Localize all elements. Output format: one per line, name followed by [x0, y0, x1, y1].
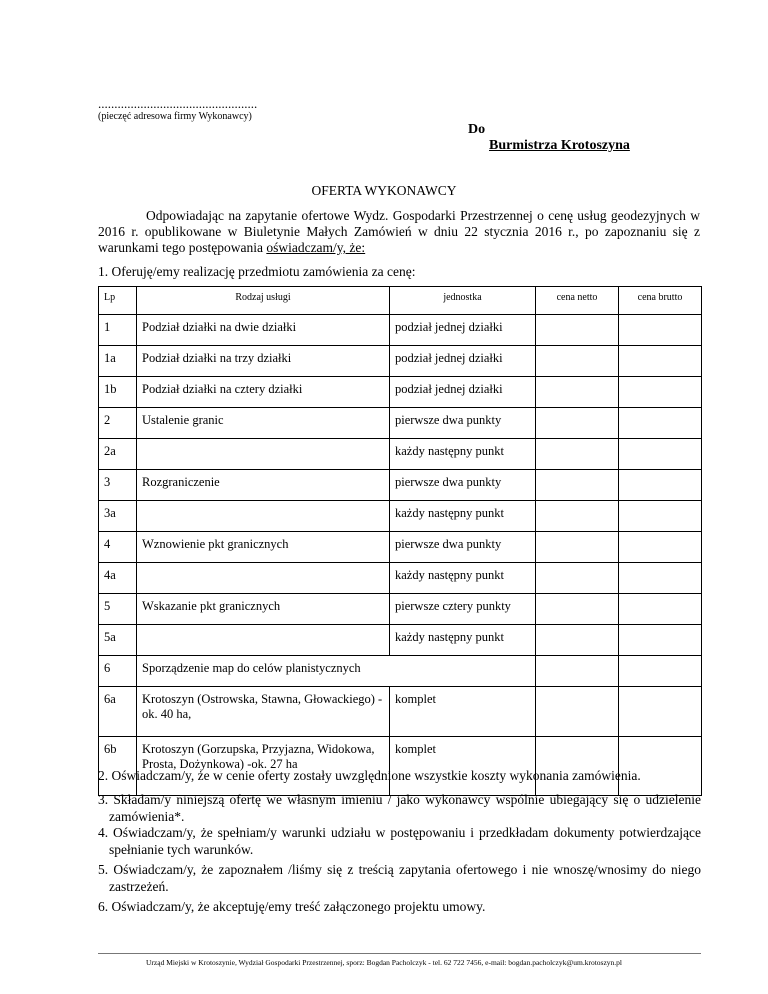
cell-gross-price[interactable] — [619, 532, 702, 563]
table-row — [99, 532, 702, 563]
cell-service: Wznowienie pkt granicznych — [137, 532, 390, 563]
cell-service — [137, 439, 390, 470]
cell-gross-price[interactable] — [619, 687, 702, 737]
cell-gross-price[interactable] — [619, 315, 702, 346]
table-row — [99, 737, 702, 796]
cell-net-price[interactable] — [536, 656, 619, 687]
table-header-row — [99, 287, 702, 315]
document-title: OFERTA WYKONAWCY — [311, 183, 457, 198]
cell-service: Wskazanie pkt granicznych — [137, 594, 390, 625]
table-row — [99, 377, 702, 408]
cell-net-price[interactable] — [536, 625, 619, 656]
cell-unit: pierwsze dwa punkty — [390, 470, 536, 501]
cell-unit: komplet — [390, 737, 536, 796]
cell-service: Podział działki na dwie działki — [137, 315, 390, 346]
cell-service: Podział działki na cztery działki — [137, 377, 390, 408]
cell-net-price[interactable] — [536, 346, 619, 377]
cell-lp: 2a — [99, 439, 137, 470]
cell-service: Ustalenie granic — [137, 408, 390, 439]
table-row — [99, 687, 702, 737]
cell-unit: podział jednej działki — [390, 346, 536, 377]
cell-lp: 1a — [99, 346, 137, 377]
cell-gross-price[interactable] — [619, 737, 702, 796]
table-row — [99, 501, 702, 532]
footer-contact: Urząd Miejski w Krotoszynie, Wydział Gospodarki Przestrzennej, sporz: Bogdan Pacholczyk - tel. 62 722 7456, e-mail: bogdan.pacholczyk@um.krotoszyn.pl — [146, 958, 622, 967]
header-service: Rodzaj usługi — [137, 287, 390, 315]
table-row — [99, 408, 702, 439]
stamp-dotted-line: ................................................. — [98, 96, 258, 111]
cell-net-price[interactable] — [536, 594, 619, 625]
cell-gross-price[interactable] — [619, 377, 702, 408]
cell-gross-price[interactable] — [619, 439, 702, 470]
cell-gross-price[interactable] — [619, 594, 702, 625]
cell-unit: podział jednej działki — [390, 315, 536, 346]
intro-paragraph — [98, 208, 700, 256]
cell-unit: komplet — [390, 687, 536, 737]
statement-item: 4. Oświadczam/y, że spełniam/y warunki udziału w postępowaniu i przedkładam dokumenty potwierdzające spełnianie tych warunków. — [98, 825, 701, 857]
cell-unit: każdy następny punkt — [390, 439, 536, 470]
cell-gross-price[interactable] — [619, 656, 702, 687]
cell-lp: 6b — [99, 737, 137, 796]
cell-service — [137, 563, 390, 594]
cell-lp: 6a — [99, 687, 137, 737]
cell-service: Krotoszyn (Ostrowska, Stawna, Głowackiego) - ok. 40 ha, — [137, 687, 390, 737]
cell-unit: każdy następny punkt — [390, 501, 536, 532]
table-row — [99, 656, 702, 687]
cell-lp: 4 — [99, 532, 137, 563]
cell-net-price[interactable] — [536, 563, 619, 594]
header-gross-price: cena brutto — [619, 287, 702, 315]
table-row — [99, 315, 702, 346]
cell-lp: 1 — [99, 315, 137, 346]
cell-gross-price[interactable] — [619, 563, 702, 594]
cell-lp: 2 — [99, 408, 137, 439]
table-row — [99, 346, 702, 377]
cell-service — [137, 625, 390, 656]
addressee-prefix: Do — [468, 122, 486, 137]
cell-lp: 3a — [99, 501, 137, 532]
cell-service: Rozgraniczenie — [137, 470, 390, 501]
cell-unit: każdy następny punkt — [390, 563, 536, 594]
intro-declaration: oświadczam/y, że: — [266, 240, 366, 255]
cell-unit: pierwsze dwa punkty — [390, 532, 536, 563]
price-table — [98, 286, 702, 796]
cell-net-price[interactable] — [536, 687, 619, 737]
statement-item: 2. Oświadczam/y, że w cenie oferty zostały uwzględnione wszystkie koszty wykonania zamówienia. — [98, 768, 641, 783]
cell-lp: 6 — [99, 656, 137, 687]
header-lp: Lp — [99, 287, 137, 315]
cell-unit: podział jednej działki — [390, 377, 536, 408]
header-net-price: cena netto — [536, 287, 619, 315]
cell-net-price[interactable] — [536, 439, 619, 470]
cell-net-price[interactable] — [536, 315, 619, 346]
table-row — [99, 594, 702, 625]
cell-net-price[interactable] — [536, 532, 619, 563]
cell-unit: każdy następny punkt — [390, 625, 536, 656]
offer-statement: 1. Oferuję/emy realizację przedmiotu zamówienia za cenę: — [98, 264, 416, 279]
header-unit: jednostka — [390, 287, 536, 315]
cell-gross-price[interactable] — [619, 470, 702, 501]
table-row — [99, 470, 702, 501]
cell-net-price[interactable] — [536, 408, 619, 439]
table-row — [99, 625, 702, 656]
cell-lp: 4a — [99, 563, 137, 594]
cell-gross-price[interactable] — [619, 501, 702, 532]
cell-lp: 3 — [99, 470, 137, 501]
statement-item: 3. Składam/y niniejszą ofertę we własnym imieniu / jako wykonawcy wspólnie ubiegający się o udzielenie zamówienia*. — [98, 792, 701, 824]
cell-service: Podział działki na trzy działki — [137, 346, 390, 377]
cell-service: Krotoszyn (Gorzupska, Przyjazna, Widokowa, Prosta, Dożynkowa) -ok. 27 ha — [137, 737, 390, 796]
cell-service — [137, 501, 390, 532]
cell-unit: pierwsze cztery punkty — [390, 594, 536, 625]
cell-gross-price[interactable] — [619, 346, 702, 377]
addressee-name: Burmistrza Krotoszyna — [489, 138, 630, 153]
cell-unit: pierwsze dwa punkty — [390, 408, 536, 439]
cell-net-price[interactable] — [536, 470, 619, 501]
table-row — [99, 439, 702, 470]
statement-item: 5. Oświadczam/y, że zapoznałem /liśmy się z treścią zapytania ofertowego i nie wnoszę/wnosimy do niego zastrzeżeń. — [98, 862, 701, 894]
cell-lp: 5 — [99, 594, 137, 625]
cell-gross-price[interactable] — [619, 625, 702, 656]
intro-text: Odpowiadając na zapytanie ofertowe Wydz. Gospodarki Przestrzennej o cenę usług geodezyjnych w 2016 r. opublikowane w Biuletynie Małych Zamówień w dniu 22 stycznia 2016 r., po zapoznaniu się z warunkami tego postępowania — [98, 208, 700, 255]
statement-item: 6. Oświadczam/y, że akceptuję/emy treść załączonego projektu umowy. — [98, 899, 486, 914]
cell-net-price[interactable] — [536, 501, 619, 532]
table-row — [99, 563, 702, 594]
cell-lp: 5a — [99, 625, 137, 656]
cell-service: Sporządzenie map do celów planistycznych — [137, 656, 536, 687]
stamp-caption: (pieczęć adresowa firmy Wykonawcy) — [98, 111, 252, 122]
footer-divider — [98, 953, 701, 954]
cell-net-price[interactable] — [536, 737, 619, 796]
cell-gross-price[interactable] — [619, 408, 702, 439]
cell-net-price[interactable] — [536, 377, 619, 408]
cell-lp: 1b — [99, 377, 137, 408]
